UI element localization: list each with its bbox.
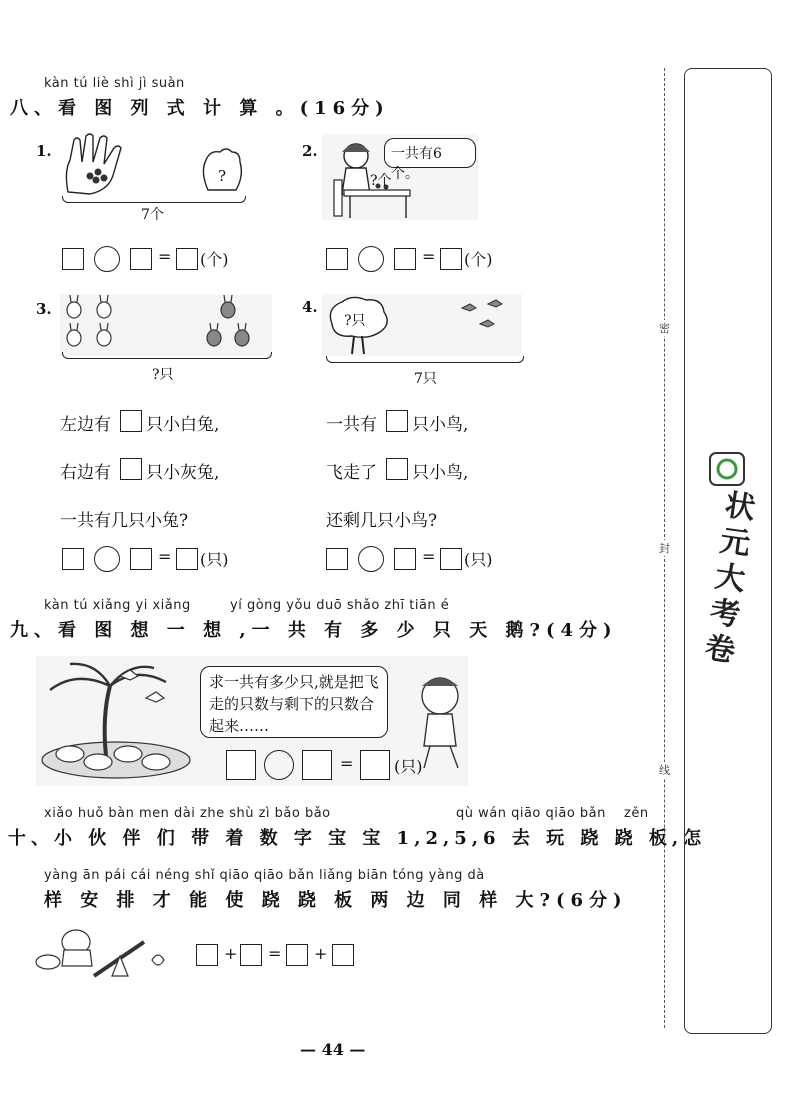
- q4-flown-blank[interactable]: [386, 458, 408, 480]
- q4-unit: (只): [464, 550, 493, 569]
- q3-answer-blank[interactable]: [176, 548, 198, 570]
- sec10-seesaw-picture: [34, 920, 174, 982]
- q3-left-count-blank[interactable]: [120, 410, 142, 432]
- q1-unit: (个): [200, 250, 229, 269]
- sec10-blank-3[interactable]: [286, 944, 308, 966]
- sec9-equation: [226, 750, 466, 784]
- sec10-line2: 样 安 排 才 能 使 跷 跷 板 两 边 同 样 大?(6分): [44, 890, 628, 911]
- q3-blank-2[interactable]: [130, 548, 152, 570]
- q1-bracket-label: 7个: [141, 207, 164, 223]
- q1-answer-blank[interactable]: [176, 248, 198, 270]
- sec9-pinyin-b: yí gòng yǒu duō shǎo zhī tiān é: [230, 598, 450, 613]
- sec10-blank-2[interactable]: [240, 944, 262, 966]
- q4-blank-1[interactable]: [326, 548, 348, 570]
- q2-equals: =: [422, 247, 436, 266]
- q4-number: 4.: [302, 298, 318, 316]
- q2-speech-bubble: 一共有6个。: [384, 138, 476, 168]
- q3-unit: (只): [200, 550, 229, 569]
- q1-bracket: [62, 196, 246, 203]
- q1-blank-1[interactable]: [62, 248, 84, 270]
- q4-tree-label: ?只: [344, 313, 366, 329]
- sec9-blank-2[interactable]: [302, 750, 332, 780]
- sec9-title: 九、看 图 想 一 想 ,一 共 有 多 少 只 天 鹅?(4分): [10, 620, 618, 641]
- q4-question: 还剩几只小鸟?: [326, 511, 438, 531]
- brand-logo-icon: [707, 451, 747, 487]
- q4-line1-start: 一共有: [326, 415, 377, 435]
- sec10-pinyin-1a: xiǎo huǒ bàn men dài zhe shù zì bǎo bǎo: [44, 806, 331, 821]
- sec10-equals: =: [268, 944, 282, 963]
- q4-bracket: [326, 356, 524, 363]
- q3-equation: [62, 546, 252, 576]
- q4-bracket-label: 7只: [414, 371, 437, 387]
- q3-right-count-blank[interactable]: [120, 458, 142, 480]
- q3-question: 一共有几只小兔?: [60, 511, 189, 531]
- q4-line1-end: 只小鸟,: [412, 415, 469, 435]
- q3-equals: =: [158, 547, 172, 566]
- sec10-pinyin-1c: zěn: [624, 806, 649, 821]
- q3-operator-blank[interactable]: [94, 546, 120, 572]
- sec9-pinyin-a: kàn tú xiǎng yi xiǎng: [44, 598, 191, 613]
- q3-line2-end: 只小灰兔,: [146, 463, 220, 483]
- q2-answer-blank[interactable]: [440, 248, 462, 270]
- sec8-pinyin: kàn tú liè shì jì suàn: [44, 76, 185, 91]
- q4-equals: =: [422, 547, 436, 566]
- q3-number: 3.: [36, 300, 52, 318]
- sec9-answer-blank[interactable]: [360, 750, 390, 780]
- sec9-blank-1[interactable]: [226, 750, 256, 780]
- q2-blank-2[interactable]: [394, 248, 416, 270]
- q3-blank-1[interactable]: [62, 548, 84, 570]
- q3-rabbits-picture: [60, 294, 272, 356]
- q4-total-blank[interactable]: [386, 410, 408, 432]
- q4-line2-end: 只小鸟,: [412, 463, 469, 483]
- sec10-line1: 十、小 伙 伴 们 带 着 数 字 宝 宝 1,2,5,6 去 玩 跷 跷 板,怎: [8, 828, 707, 849]
- q3-bracket: [62, 352, 272, 359]
- q2-unit: (个): [464, 250, 493, 269]
- q4-equation: [326, 546, 516, 576]
- q2-hidden-count: ?个: [370, 173, 392, 189]
- q1-equals: =: [158, 247, 172, 266]
- q3-bracket-label: ?只: [152, 367, 174, 383]
- sec9-operator-blank[interactable]: [264, 750, 294, 780]
- sec10-pinyin-2: yàng ān pái cái néng shǐ qiāo qiāo bǎn liǎng biān tóng yàng dà: [44, 868, 485, 883]
- sec8-title: 八、看 图 列 式 计 算 。(16分): [10, 98, 390, 119]
- q1-operator-blank[interactable]: [94, 246, 120, 272]
- q4-answer-blank[interactable]: [440, 548, 462, 570]
- sec9-hint-bubble: 求一共有多少只,就是把飞走的只数与剩下的只数合起来……: [200, 666, 388, 738]
- q1-hidden-mark: ?: [218, 167, 227, 185]
- seal-char-xian: 线: [659, 764, 670, 777]
- sec10-blank-4[interactable]: [332, 944, 354, 966]
- page-number: — 44 —: [300, 1040, 366, 1059]
- q1-blank-2[interactable]: [130, 248, 152, 270]
- sec9-equals: =: [340, 754, 354, 773]
- q4-operator-blank[interactable]: [358, 546, 384, 572]
- seal-char-mi: 密: [659, 322, 670, 335]
- q3-line2-start: 右边有: [60, 463, 111, 483]
- q3-line1-end: 只小白兔,: [146, 415, 220, 435]
- q2-number: 2.: [302, 142, 318, 160]
- sec10-blank-1[interactable]: [196, 944, 218, 966]
- q2-equation: [326, 246, 516, 276]
- q1-equation: [62, 246, 252, 276]
- sec10-pinyin-1b: qù wán qiāo qiāo bǎn: [456, 806, 606, 821]
- q2-operator-blank[interactable]: [358, 246, 384, 272]
- sec9-unit: (只): [394, 757, 423, 776]
- sec10-plus-2: +: [314, 944, 328, 963]
- brand-title: 状元大考卷: [702, 487, 758, 670]
- sec10-plus-1: +: [224, 944, 238, 963]
- q3-line1-start: 左边有: [60, 415, 111, 435]
- q4-line2-start: 飞走了: [326, 463, 377, 483]
- q4-blank-2[interactable]: [394, 548, 416, 570]
- q1-number: 1.: [36, 142, 52, 160]
- side-panel: [684, 68, 772, 1034]
- q2-blank-1[interactable]: [326, 248, 348, 270]
- seal-char-feng: 封: [659, 542, 670, 555]
